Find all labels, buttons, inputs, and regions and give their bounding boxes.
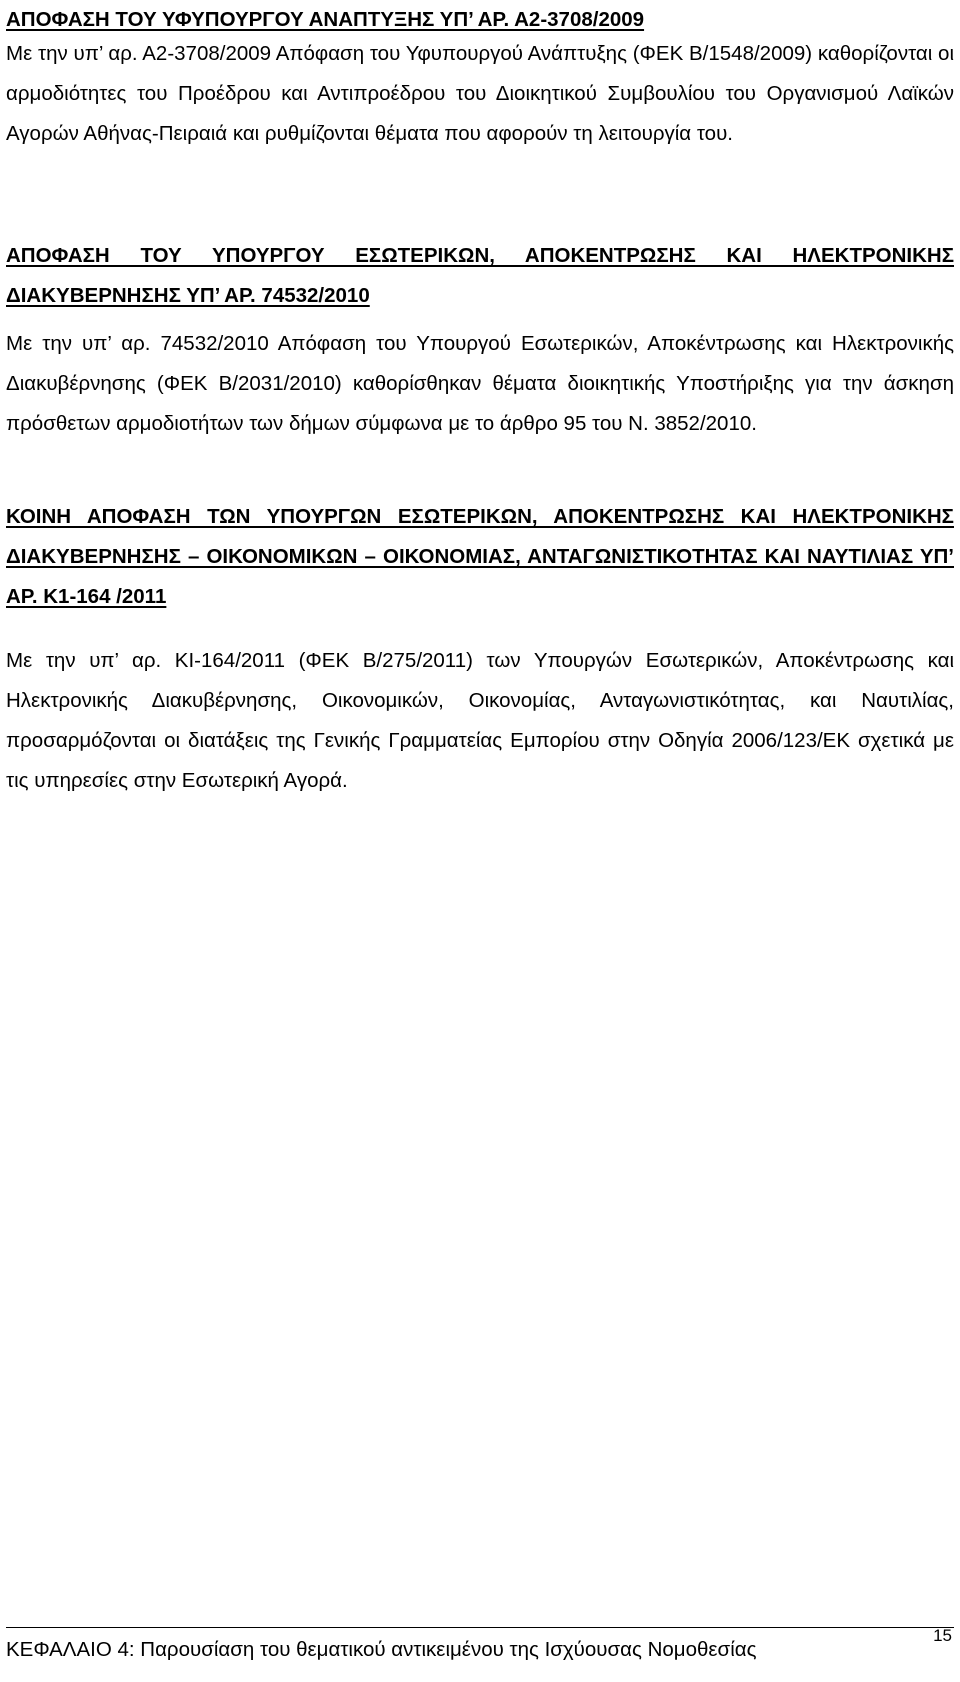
page-number: 15 — [933, 1626, 952, 1645]
section-body-3: Με την υπ’ αρ. ΚΙ-164/2011 (ΦΕΚ Β/275/2011) των Υπουργών Εσωτερικών, Αποκέντρωσης και Ηλεκτρονικής Διακυβέρνησης, Οικονομικών, Οικονομίας, Ανταγωνιστικότητας, και Ναυτιλίας, προσαρμόζονται οι διατάξεις της Γενικής Γραμματείας Εμπορίου στην Οδηγία 2006/123/ΕΚ σχετικά με τις υπηρεσίες στην Εσωτερική Αγορά. — [6, 649, 954, 792]
section-body-1: Με την υπ’ αρ. Α2-3708/2009 Απόφαση του Υφυπουργού Ανάπτυξης (ΦΕΚ Β/1548/2009) καθορίζονται οι αρμοδιότητες του Προέδρου και Αντιπροέδρου του Διοικητικού Συμβουλίου του Οργανισμού Λαϊκών Αγορών Αθήνας-Πειραιά και ρυθμίζονται θέματα που αφορούν τη λειτουργία του. — [6, 42, 954, 145]
section-body-2: Με την υπ’ αρ. 74532/2010 Απόφαση του Υπουργού Εσωτερικών, Αποκέντρωσης και Ηλεκτρονικής Διακυβέρνησης (ΦΕΚ Β/2031/2010) καθορίσθηκαν θέματα διοικητικής Υποστήριξης για την άσκηση πρόσθετων αρμοδιοτήτων των δήμων σύμφωνα με το άρθρο 95 του Ν. 3852/2010. — [6, 332, 954, 435]
footer-chapter-title: ΚΕΦΑΛΑΙΟ 4: Παρουσίαση του θεματικού αντικειμένου της Ισχύουσας Νομοθεσίας — [6, 1638, 757, 1661]
section-heading-2: ΑΠΟΦΑΣΗ ΤΟΥ ΥΠΟΥΡΓΟΥ ΕΣΩΤΕΡΙΚΩΝ, ΑΠΟΚΕΝΤΡΩΣΗΣ ΚΑΙ ΗΛΕΚΤΡΟΝΙΚΗΣ ΔΙΑΚΥΒΕΡΝΗΣΗΣ ΥΠ’ ΑΡ. 74532/2010 — [6, 244, 954, 307]
page-footer — [6, 1626, 954, 1661]
section-heading-3: ΚΟΙΝΗ ΑΠΟΦΑΣΗ ΤΩΝ ΥΠΟΥΡΓΩΝ ΕΣΩΤΕΡΙΚΩΝ, ΑΠΟΚΕΝΤΡΩΣΗΣ ΚΑΙ ΗΛΕΚΤΡΟΝΙΚΗΣ ΔΙΑΚΥΒΕΡΝΗΣΗΣ – ΟΙΚΟΝΟΜΙΚΩΝ – ΟΙΚΟΝΟΜΙΑΣ, ΑΝΤΑΓΩΝΙΣΤΙΚΟΤΗΤΑΣ ΚΑΙ ΝΑΥΤΙΛΙΑΣ ΥΠ’ ΑΡ. Κ1-164 /2011 — [6, 505, 954, 608]
section-heading-1: ΑΠΟΦΑΣΗ ΤΟΥ ΥΦΥΠΟΥΡΓΟΥ ΑΝΑΠΤΥΞΗΣ ΥΠ’ ΑΡ. Α2-3708/2009 — [6, 8, 645, 31]
